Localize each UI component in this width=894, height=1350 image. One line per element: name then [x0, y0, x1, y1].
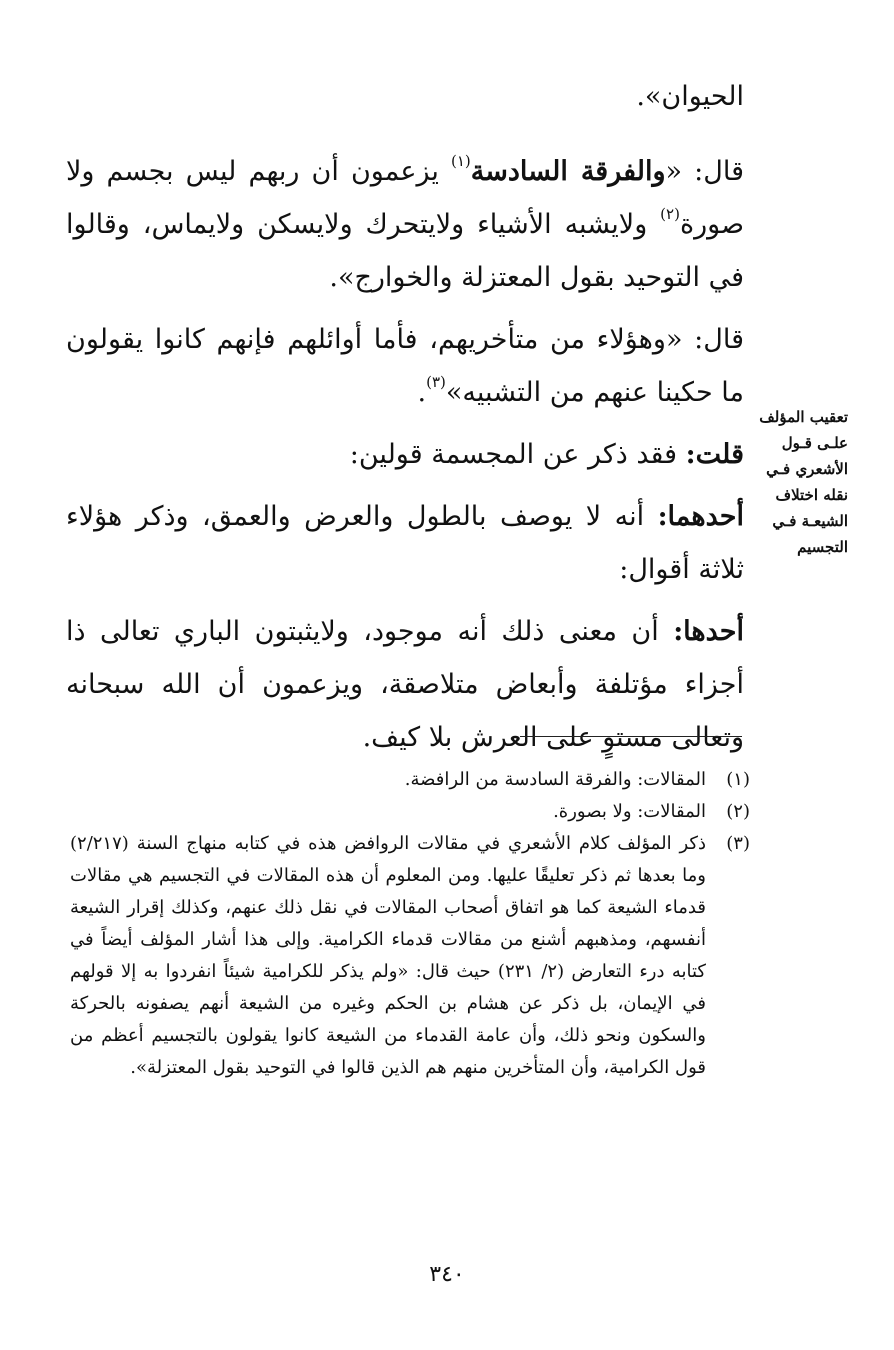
- margin-note: [748, 404, 848, 560]
- margin-note-line: الشيعـة فـي: [772, 512, 848, 530]
- margin-note-line: التجسيم: [797, 538, 848, 556]
- lead-word: أحدهما:: [657, 501, 744, 532]
- footnote-ref-2[interactable]: (٢): [660, 205, 680, 223]
- footnote-3: [70, 828, 750, 1084]
- margin-note-line: تعقيب المؤلف: [759, 408, 848, 426]
- footnote-number: (٣): [726, 833, 750, 854]
- footnote-2: [70, 796, 750, 828]
- footnote-text: المقالات: ولا بصورة.: [553, 801, 706, 822]
- paragraph-6: أحدها: أن معنى ذلك أنه موجود، ولايثبتون الباري تعالى ذا أجزاء مؤتلفة وأبعاض متلاصقة، ويزعمون أن الله سبحانه وتعالى مستوٍ على العرش بلا كيف.: [66, 616, 744, 753]
- footnote-number: (١): [726, 769, 750, 790]
- sect-name: والفرقة السادسة: [470, 156, 666, 187]
- paragraph-5: أحدهما: أنه لا يوصف بالطول والعرض والعمق، وذكر هؤلاء ثلاثة أقوال:: [66, 501, 744, 585]
- paragraph-3: قال: «وهؤلاء من متأخريهم، فأما أوائلهم فإنهم كانوا يقولون ما حكينا عنهم من التشبيه»$^{(٣)}$.: [66, 324, 744, 408]
- paragraph-4: قلت: فقد ذكر عن المجسمة قولين:: [349, 439, 744, 470]
- lead-word: قلت:: [685, 439, 744, 470]
- main-text: [66, 70, 744, 773]
- margin-note-line: علـى قـول: [781, 434, 848, 452]
- footnote-1: [70, 764, 750, 796]
- margin-note-line: نقله اختلاف: [775, 486, 848, 504]
- paragraph-1: الحيوان».: [636, 81, 744, 112]
- page-number: ٣٤٠: [429, 1262, 465, 1287]
- footnote-ref-1[interactable]: (١): [450, 152, 471, 170]
- footnotes: [70, 764, 750, 1084]
- footnote-text: ذكر المؤلف كلام الأشعري في مقالات الروافض هذه في كتابه منهاج السنة (٢/٢١٧) وما بعدها ثم ذكر تعليقًا عليها. ومن المعلوم أن هذه المقالات في التجسيم هي مقالات قدماء الشيعة كما هو اتفاق أصحاب المقالات في نقل ذلك عنهم، وكذلك إقرار الشيعة أنفسهم، ومذهبهم أشنع من مقالات قدماء الكرامية. وإلى هذا أشار المؤلف أيضاً في كتابه درء التعارض (٢/ ٢٣١) حيث قال: «ولم يذكر للكرامية شيئاً انفردوا به إلا قولهم في الإيمان، بل ذكر عن هشام بن الحكم وغيره من الشيعة أنهم يصفونه بالحركة والسكون ونحو ذلك، وأن عامة القدماء من الشيعة كانوا يقولون بالتجسيم أعظم من قول الكرامية، وأن المتأخرين منهم هم الذين قالوا في التوحيد بقول المعتزلة».: [70, 833, 706, 1078]
- paragraph-2: قال: «والفرقة السادسة$^{(١)}$ يزعمون أن ربهم ليس بجسم ولا صورة$^{(٢)}$ ولايشبه الأشياء ولايتحرك ولايسكن ولايماس، وقالوا في التوحيد بقول المعتزلة والخوارج».: [66, 152, 744, 293]
- footnote-number: (٢): [726, 801, 750, 822]
- footnote-text: المقالات: والفرقة السادسة من الرافضة.: [404, 769, 706, 790]
- margin-note-line: الأشعري فـي: [766, 460, 848, 478]
- footnote-divider: [520, 736, 742, 737]
- footnote-ref-3[interactable]: (٣): [426, 373, 446, 391]
- lead-word: أحدها:: [673, 616, 744, 647]
